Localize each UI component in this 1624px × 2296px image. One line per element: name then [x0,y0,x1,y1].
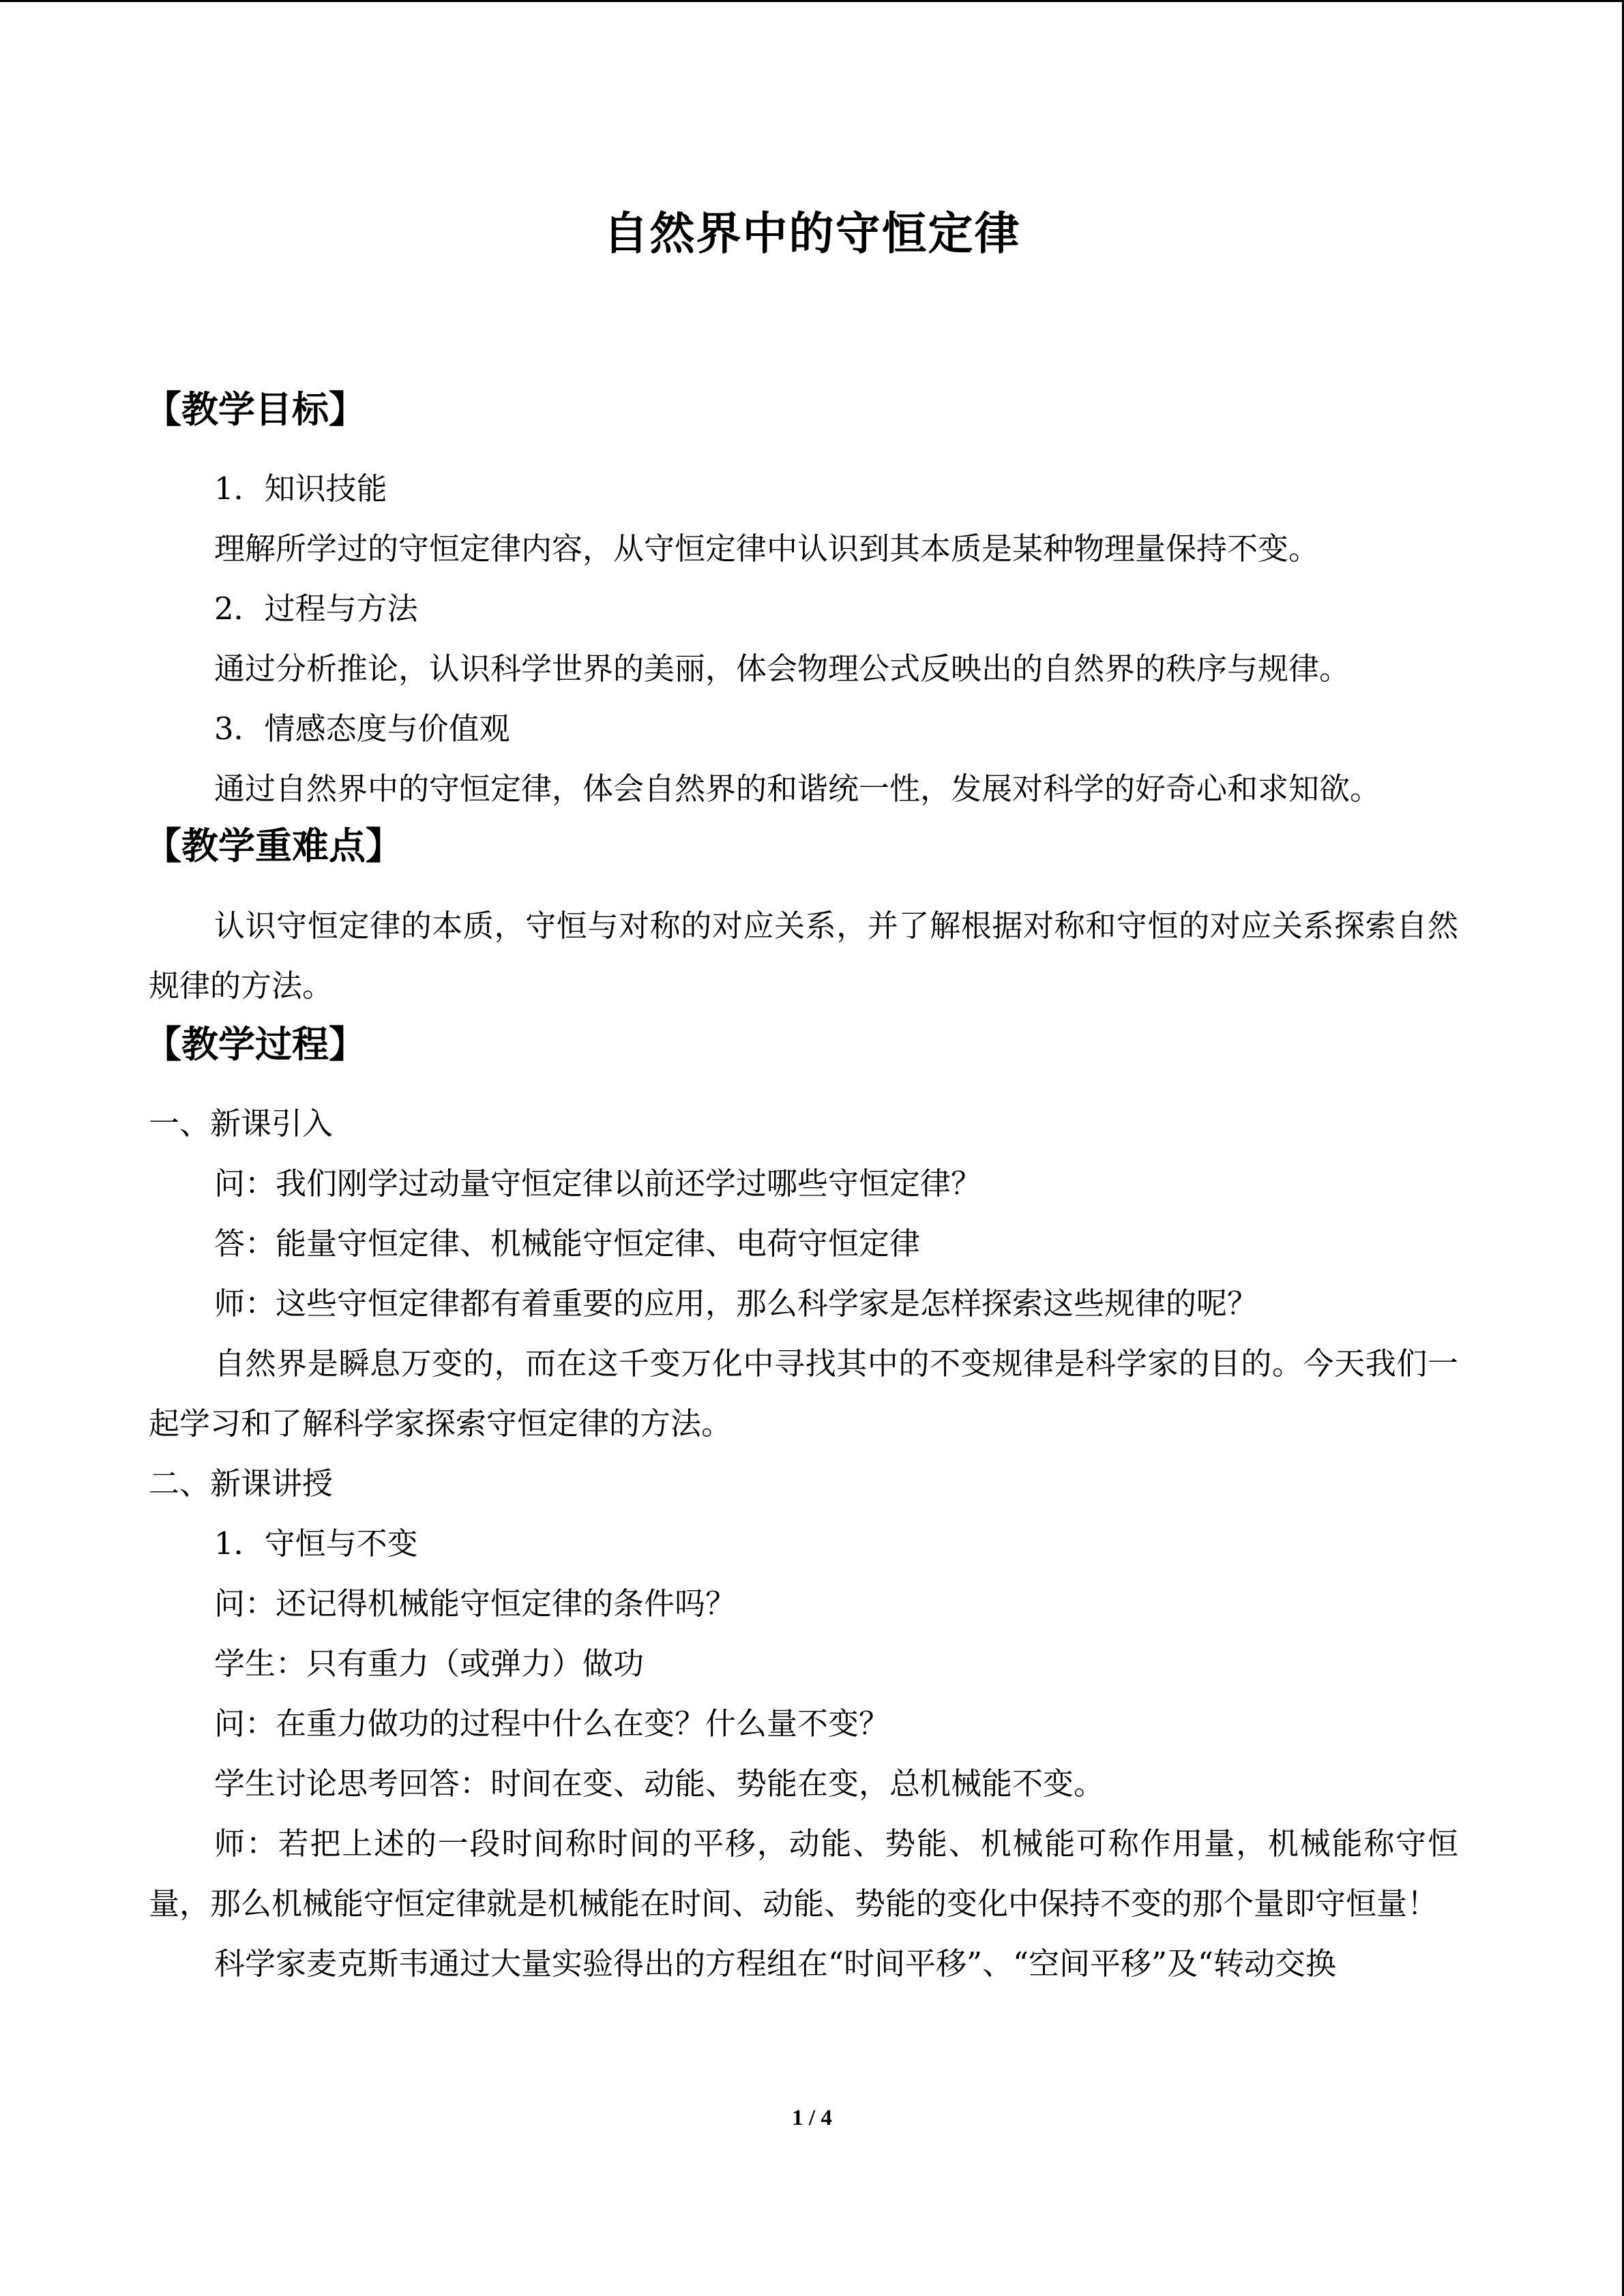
subsection-conservation-label: 1．守恒与不变 [214,1525,418,1562]
goal-emotion-label: 3．情感态度与价值观 [214,710,510,747]
key-points-text: 认识守恒定律的本质，守恒与对称的对应关系，并了解根据对称和守恒的对应关系探索自然规律的方法。 [149,908,1458,1004]
dialogue-teacher-1: 师：这些守恒定律都有着重要的应用，那么科学家是怎样探索这些规律的呢？ [214,1285,1258,1322]
dialogue-question-3: 问：在重力做功的过程中什么在变？什么量不变？ [214,1705,890,1742]
goal-process-text: 通过分析推论，认识科学世界的美丽，体会物理公式反映出的自然界的秩序与规律。 [214,650,1350,687]
section-heading-goals: 【教学目标】 [145,387,366,431]
document-title: 自然界中的守恒定律 [603,207,1021,260]
goal-knowledge-label: 1．知识技能 [214,470,387,507]
dialogue-question-2: 问：还记得机械能守恒定律的条件吗？ [214,1585,737,1622]
goal-knowledge-text: 理解所学过的守恒定律内容，从守恒定律中认识到其本质是某种物理量保持不变。 [214,530,1320,567]
dialogue-student-1: 学生：只有重力（或弹力）做功 [214,1645,645,1682]
dialogue-answer-1: 答：能量守恒定律、机械能守恒定律、电荷守恒定律 [214,1225,921,1262]
dialogue-question-1: 问：我们刚学过动量守恒定律以前还学过哪些守恒定律？ [214,1165,982,1202]
intro-paragraph: 自然界是瞬息万变的，而在这千变万化中寻找其中的不变规律是科学家的目的。今天我们一起学习和了解科学家探索守恒定律的方法。 [149,1345,1458,1442]
section-heading-key-points: 【教学重难点】 [145,823,402,867]
process-intro-label: 一、新课引入 [149,1105,334,1142]
goal-process-label: 2．过程与方法 [214,590,418,627]
maxwell-paragraph: 科学家麦克斯韦通过大量实验得出的方程组在“时间平移”、“空间平移”及“转动交换 [214,1945,1337,1982]
goal-emotion-text: 通过自然界中的守恒定律，体会自然界的和谐统一性，发展对科学的好奇心和求知欲。 [214,770,1381,807]
process-lecture-label: 二、新课讲授 [149,1465,334,1502]
page-number: 1 / 4 [792,2106,832,2130]
dialogue-student-2: 学生讨论思考回答：时间在变、动能、势能在变，总机械能不变。 [214,1765,1105,1802]
section-heading-process: 【教学过程】 [145,1022,366,1067]
dialogue-teacher-2: 师：若把上述的一段时间称时间的平移，动能、势能、机械能可称作用量，机械能称守恒量，那么机械能守恒定律就是机械能在时间、动能、势能的变化中保持不变的那个量即守恒量！ [149,1825,1458,1922]
document-body [145,384,1458,1994]
